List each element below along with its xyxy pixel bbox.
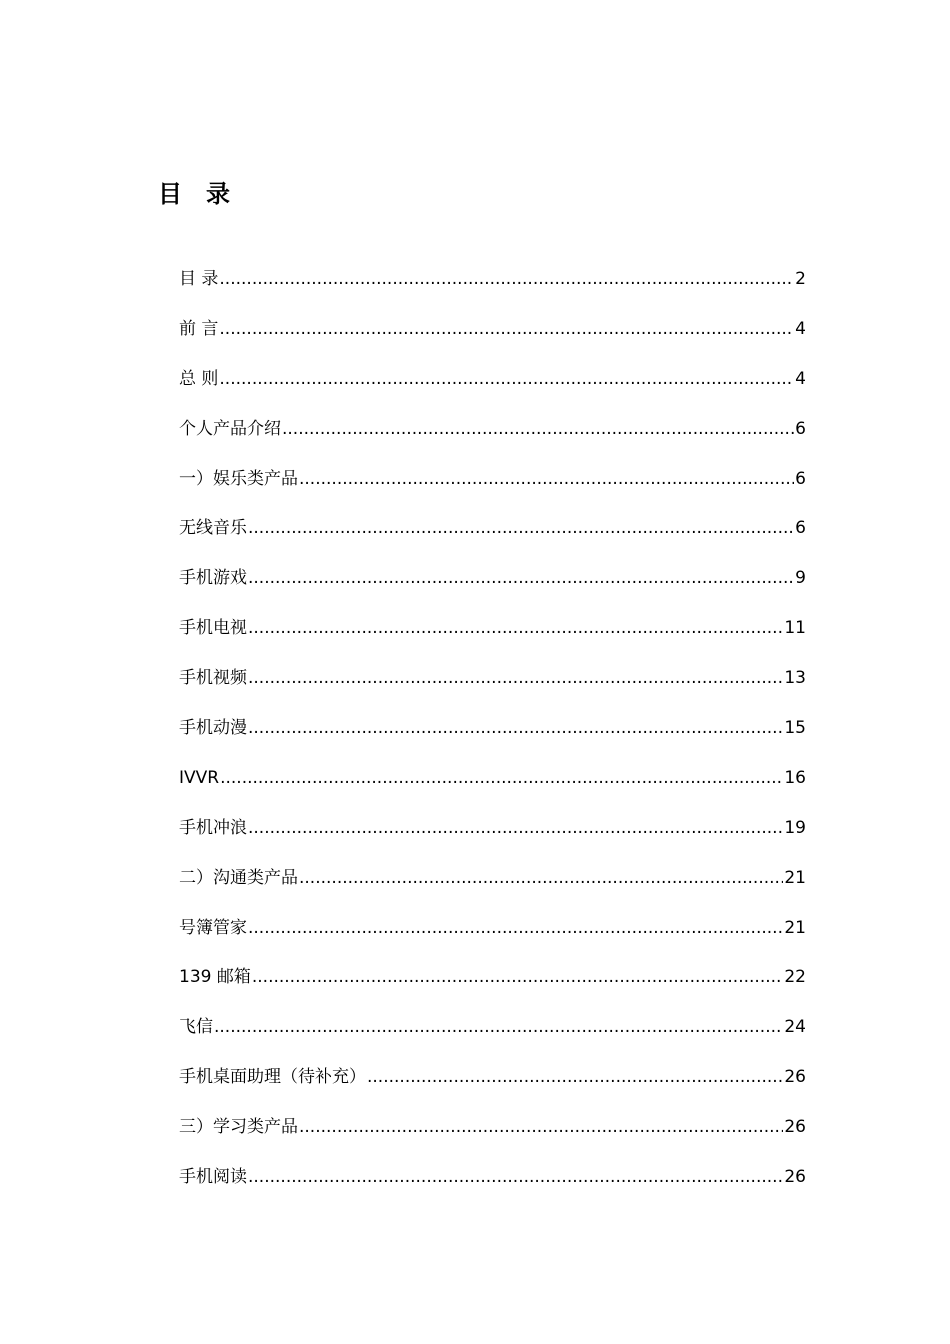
toc-entry[interactable] — [179, 513, 806, 563]
toc-entry-title: 个人产品介绍 — [179, 418, 281, 439]
toc-entry[interactable] — [179, 314, 806, 364]
toc-entry[interactable] — [179, 763, 806, 813]
toc-entry-title: 总 则 — [179, 368, 219, 389]
toc-entry-title: 手机视频 — [179, 668, 247, 689]
toc-entry-page-number: 24 — [784, 1017, 806, 1038]
toc-entry[interactable] — [179, 563, 806, 613]
toc-entry-page-number: 21 — [784, 867, 806, 888]
toc-entry-page-number: 21 — [784, 917, 806, 938]
toc-entry-page-number: 4 — [795, 318, 806, 339]
toc-entry-title: 139 邮箱 — [179, 967, 251, 988]
toc-entry-title: 手机动漫 — [179, 718, 247, 739]
dot-leader — [282, 414, 794, 444]
dot-leader — [299, 464, 794, 494]
toc-entry-page-number: 16 — [784, 767, 806, 788]
toc-entry-title: 飞信 — [179, 1017, 213, 1038]
toc-entry-page-number: 13 — [784, 668, 806, 689]
toc-entry[interactable] — [179, 1012, 806, 1062]
toc-entry-page-number: 6 — [795, 468, 806, 489]
toc-entry[interactable] — [179, 913, 806, 963]
toc-entry-title: 目 录 — [179, 269, 219, 289]
toc-entry[interactable] — [179, 663, 806, 713]
dot-leader — [299, 863, 783, 893]
toc-entry[interactable] — [179, 863, 806, 913]
toc-entry-page-number: 26 — [784, 1067, 806, 1088]
toc-entry-page-number: 6 — [795, 418, 806, 439]
toc-entry-page-number: 9 — [795, 568, 806, 589]
dot-leader — [248, 913, 783, 943]
toc-entry[interactable] — [179, 1062, 806, 1112]
toc-entry-title: 二）沟通类产品 — [179, 867, 298, 888]
toc-entry-page-number: 11 — [784, 618, 806, 639]
dot-leader — [248, 563, 794, 593]
toc-entry[interactable] — [179, 1162, 806, 1212]
dot-leader — [214, 1012, 783, 1042]
dot-leader — [219, 364, 794, 394]
toc-entry[interactable] — [179, 813, 806, 863]
toc-entry[interactable] — [179, 713, 806, 763]
toc-entry[interactable] — [179, 962, 806, 1012]
toc-entry-title: 无线音乐 — [179, 518, 247, 539]
dot-leader — [248, 513, 794, 543]
toc-entry-title: 手机电视 — [179, 618, 247, 639]
dot-leader — [219, 264, 794, 294]
toc-entry-page-number: 2 — [795, 269, 806, 289]
toc-entry-title: 前 言 — [179, 318, 219, 339]
toc-entry-title: 一）娱乐类产品 — [179, 468, 298, 489]
dot-leader — [248, 713, 783, 743]
toc-entry[interactable] — [179, 364, 806, 414]
toc-entry-title: 三）学习类产品 — [179, 1117, 298, 1138]
dot-leader — [248, 813, 783, 843]
dot-leader — [252, 962, 784, 992]
toc-entry-page-number: 15 — [784, 718, 806, 739]
toc-entry-page-number: 6 — [795, 518, 806, 539]
toc-entry[interactable] — [179, 264, 806, 314]
toc-entry[interactable] — [179, 414, 806, 464]
toc-entry-page-number: 19 — [784, 817, 806, 838]
toc-entry[interactable] — [179, 464, 806, 514]
toc-entry-title: 手机游戏 — [179, 568, 247, 589]
dot-leader — [248, 1162, 783, 1192]
toc-entry-title: 手机阅读 — [179, 1167, 247, 1188]
toc-entry[interactable] — [179, 613, 806, 663]
toc-heading: 目 录 — [158, 180, 230, 208]
toc-entry-title: 号簿管家 — [179, 917, 247, 938]
dot-leader — [299, 1112, 783, 1142]
toc-entry-page-number: 22 — [784, 967, 806, 988]
dot-leader — [220, 763, 783, 793]
toc-entry[interactable] — [179, 1112, 806, 1162]
toc-entry-page-number: 4 — [795, 368, 806, 389]
toc-entry-title: 手机桌面助理（待补充） — [179, 1067, 366, 1088]
dot-leader — [248, 663, 783, 693]
dot-leader — [219, 314, 794, 344]
dot-leader — [367, 1062, 783, 1092]
toc-list — [179, 264, 806, 1212]
toc-entry-title: IVVR — [179, 767, 220, 788]
toc-entry-page-number: 26 — [784, 1167, 806, 1188]
toc-entry-page-number: 26 — [784, 1117, 806, 1138]
dot-leader — [248, 613, 783, 643]
toc-entry-title: 手机冲浪 — [179, 817, 247, 838]
